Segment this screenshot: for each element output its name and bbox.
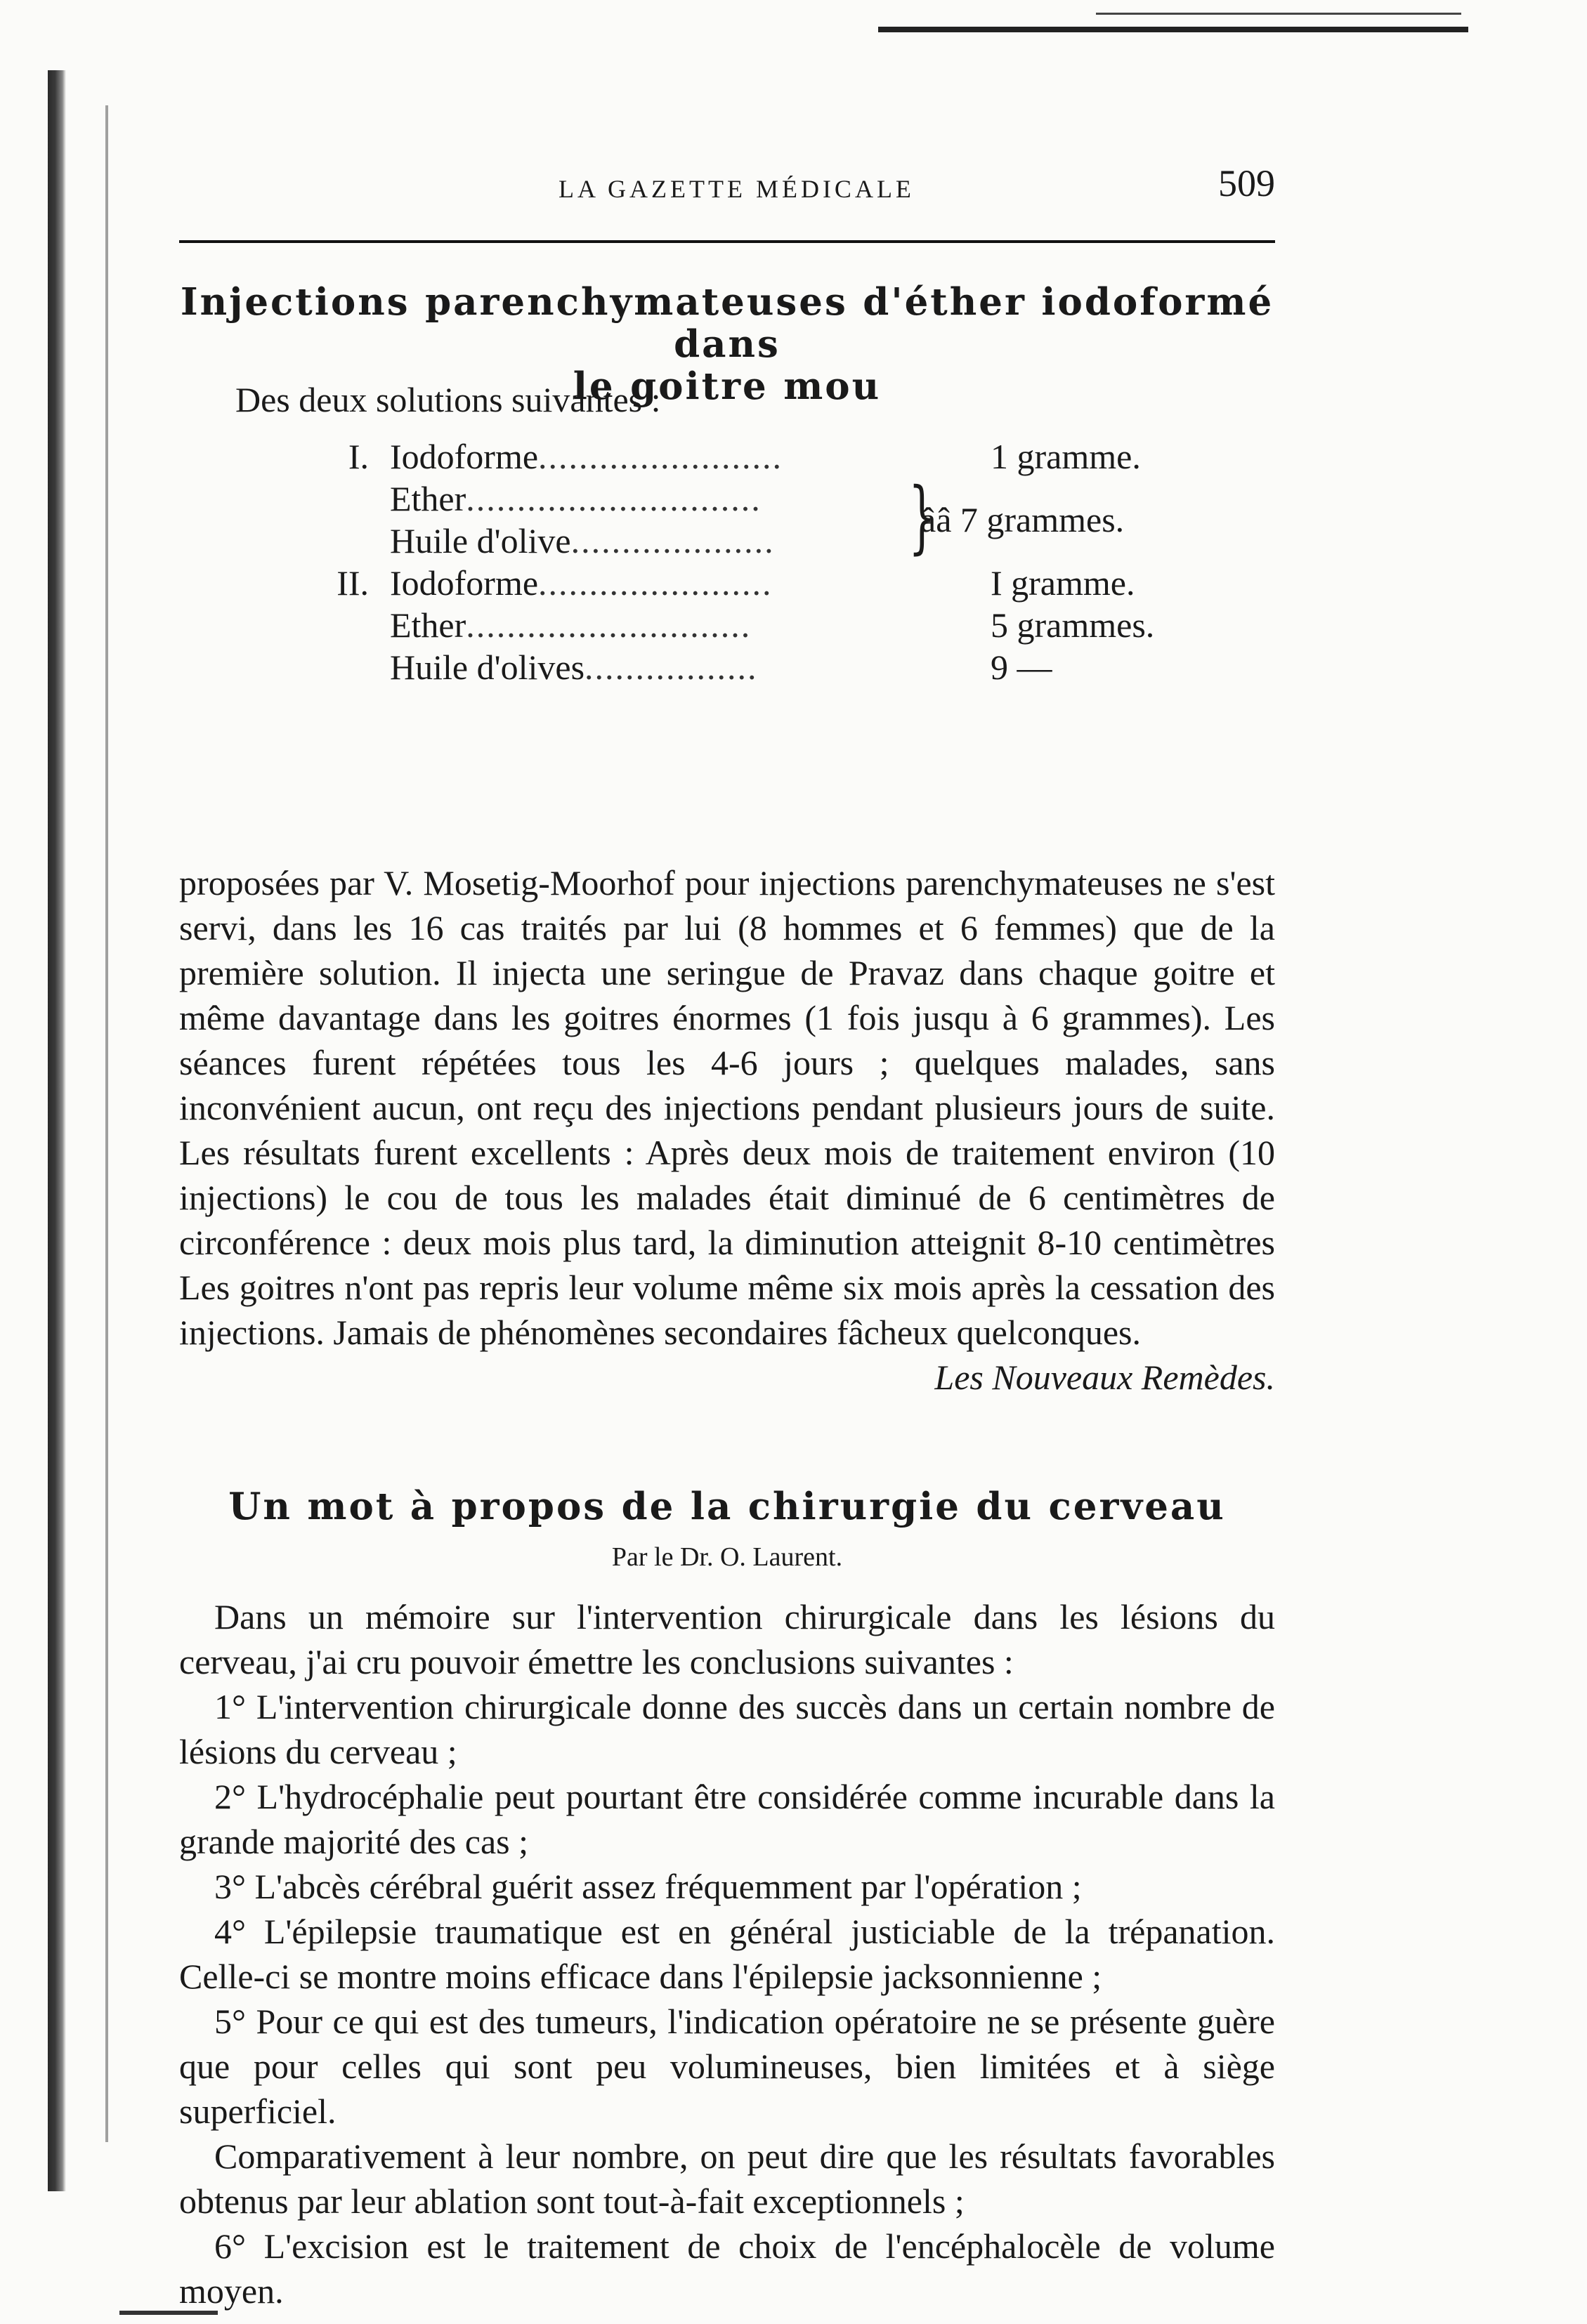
formula-row: Ether............................. — [390, 479, 762, 518]
formula-ingredient: Iodoforme — [390, 437, 539, 476]
formula-row: I. Iodoforme........................ 1 gramme. — [179, 435, 1275, 478]
conclusion-item: 2° L'hydrocéphalie peut pourtant être considérée comme incurable dans la grande majorité des cas ; — [179, 1777, 1275, 1861]
conclusion-item: 4° L'épilepsie traumatique est en général justiciable de la trépanation. Celle-ci se montre moins efficace dans l'épilepsie jacksonnienne ; — [179, 1912, 1275, 1996]
formula-quantity: 1 gramme. — [991, 437, 1141, 476]
journal-title: LA GAZETTE MÉDICALE — [559, 175, 915, 203]
article1-body — [179, 860, 1275, 1400]
formula-quantity: I gramme. — [991, 563, 1135, 603]
article1-source: Les Nouveaux Remèdes. — [934, 1358, 1275, 1397]
page-content — [179, 140, 1275, 2311]
formula-row: Huile d'olive.................... — [390, 521, 775, 560]
brace-glyph: } — [908, 471, 936, 563]
conclusion-item: 1° L'intervention chirurgicale donne des succès dans un certain nombre de lésions du cerveau ; — [179, 1687, 1275, 1771]
formula-ingredient: Ether — [390, 605, 466, 645]
formula-quantity: 5 grammes. — [991, 605, 1155, 645]
formula-quantity: ââ 7 grammes. — [920, 500, 1125, 539]
running-head — [179, 140, 1275, 211]
article2-byline: Par le Dr. O. Laurent. — [611, 1542, 843, 1572]
scan-top-rule — [878, 27, 1468, 32]
formula-ingredient: Iodoforme — [390, 563, 539, 603]
formula-row: Ether............................ 5 grammes. — [390, 605, 1155, 645]
article1-title-line1: Injections parenchymateuses d'éther iodoformé dans — [180, 280, 1274, 366]
article1-lead: Des deux solutions suivantes : — [235, 380, 661, 419]
formula-number: II. — [337, 563, 369, 603]
formula-row: II. Iodoforme....................... I gramme. — [179, 562, 1275, 604]
article2-intro: Dans un mémoire sur l'intervention chirurgicale dans les lésions du cerveau, j'ai cru pouvoir émettre les conclusions suivantes : — [179, 1597, 1275, 1681]
formula-ingredient: Huile d'olive — [390, 521, 571, 560]
header-rule — [179, 240, 1275, 243]
formula-ingredient: Ether — [390, 479, 466, 518]
formula-row: Huile d'olives................. 9 — — [390, 648, 1052, 687]
formula-quantity: 9 — — [991, 648, 1052, 687]
article2-body — [179, 1594, 1275, 2313]
conclusion-item: 6° L'excision est le traitement de choix de l'encéphalocèle de volume moyen. — [179, 2226, 1275, 2311]
page-number: 509 — [1218, 162, 1275, 204]
formula-ingredient: Huile d'olives — [390, 648, 585, 687]
conclusion-item: 5° Pour ce qui est des tumeurs, l'indication opératoire ne se présente guère que pour celles qui sont peu volumineuses, bien limitées et à siège superficiel. — [179, 2002, 1275, 2131]
formula-table — [179, 435, 1275, 688]
scan-margin-line — [105, 105, 108, 2142]
formula-number: I. — [348, 437, 369, 476]
scan-binding-shadow — [48, 70, 66, 2191]
article1-title-line2: le goitre mou — [573, 365, 882, 408]
conclusion-item: Comparativement à leur nombre, on peut dire que les résultats favorables obtenus par leur ablation sont tout-à-fait exceptionnels ; — [179, 2136, 1275, 2221]
article2-title: Un mot à propos de la chirurgie du cerveau — [228, 1485, 1226, 1528]
scan-top-rule-thin — [1096, 13, 1461, 15]
article1-paragraph: proposées par V. Mosetig-Moorhof pour injections parenchymateuses ne s'est servi, dans les 16 cas traités par lui (8 hommes et 6 femmes) que de la première solution. Il injecta une seringue de Pravaz dans chaque goitre et même davantage dans les goitres énormes (1 fois jusqu à 6 grammes). Les séances furent répétées tous les 4-6 jours ; quelques malades, sans inconvénient aucun, ont reçu des injections pendant plusieurs jours de suite. Les résultats furent excellents : Après deux mois de traitement environ (10 injections) le cou de tous les malades était diminué de 6 centimètres de circonférence : deux mois plus tard, la diminution atteignit 8-10 centimètres Les goitres n'ont pas repris leur volume même six mois après la cessation des injections. Jamais de phénomènes secondaires fâcheux quelconques. — [179, 863, 1275, 1352]
conclusion-item: 3° L'abcès cérébral guérit assez fréquemment par l'opération ; — [214, 1867, 1082, 1906]
